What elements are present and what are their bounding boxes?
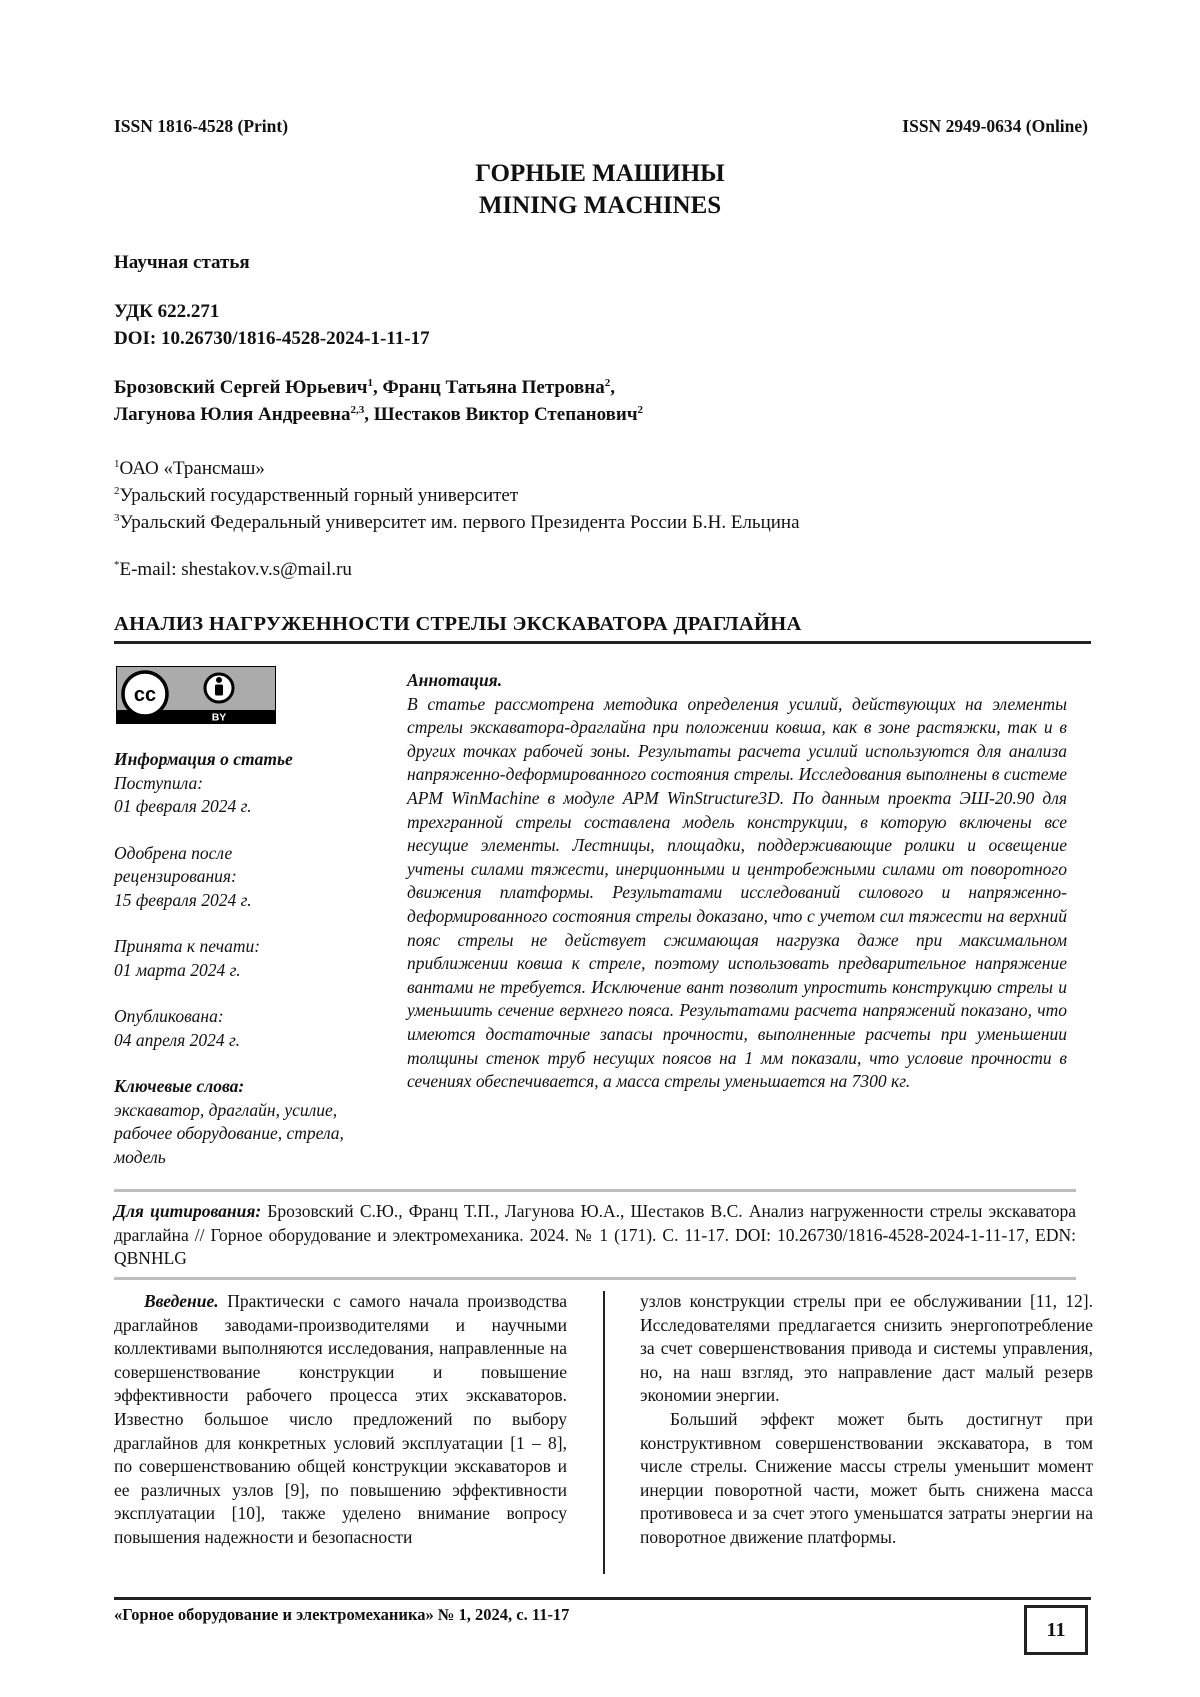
approved-label: Одобрена после — [114, 842, 233, 863]
accepted-label: Принята к печати: — [114, 936, 261, 956]
issn-print: ISSN 1816-4528 (Print) — [114, 116, 289, 136]
author-affil-sup: 2 — [604, 377, 611, 389]
keywords-heading: Ключевые слова: — [114, 1076, 245, 1096]
published-label: Опубликована: — [114, 1006, 224, 1026]
body-paragraph: узлов конструкции стрелы при ее обслуживании [11, 12]. Исследователями предлагается снизить энергопотребление за счет совершенствования привода и системы управления, но, на наш взгляд, это направление даст малый резерв экономии энергии. — [640, 1291, 1093, 1406]
title-divider — [114, 641, 1091, 644]
section-title-en: MINING MACHINES — [478, 192, 722, 219]
body-paragraph: Больший эффект может быть достигнут при конструктивном совершенствовании экскаватора, в том числе стрелы. Снижение массы стрелы уменьшит момент инерции поворотной части, может быть снижена масса противовеса и за счет этого уменьшатся затраты энергии на поворотное движение платформы. — [640, 1408, 1093, 1547]
affiliation-item: $^3$Уральский Федеральный университет им. первого Президента России Б.Н. Ельцина — [114, 512, 800, 533]
received-date: 01 февраля 2024 г. — [114, 796, 252, 816]
affiliation-item: $^2$Уральский государственный горный университет — [114, 485, 519, 506]
abstract-text: В статье рассмотрена методика определения усилий, действующих на элементы стрелы экскаватора-драглайна при положении ковша, как в зоне растяжки, так и в других точках рабочей зоны. Результаты расчета усилий используются для анализа напряженно-деформированного состояния стрелы. Исследования выполнены в системе APM WinMachine в модуле APM WinStructure3D. По данным проекта ЭШ-20.90 для трехгранной стрелы составлена модель конструкции, в которую включены все несущие элементы. Лестницы, площадки, поддерживающие ролики и освещение учтены силами тяжести, инерционными и центробежными силами от поворотного движения платформы. Результатами исследований силового и напряженно-деформированного состояния стрелы доказано, что с учетом сил тяжести на верхний пояс стрелы не действует сжимающая нагрузка даже при максимальном приближении ковша к стреле, поэтому использовать предварительное напряжение вантами не требуется. Исключение вант позволит упростить конструкцию стрелы и уменьшить сечение верхнего пояса. Результатами расчета напряжений показано, что имеются достаточные запасы прочности, выполненные расчеты при уменьшении толщины стенок труб несущих поясов на 1 мм показали, что условие прочности в сечениях обеспечивается, а масса стрелы уменьшается на 7300 кг. — [407, 693, 1067, 1092]
udc-code: УДК 622.271 — [114, 301, 220, 322]
author-name: Брозовский Сергей Юрьевич — [114, 377, 368, 398]
column-divider — [603, 1291, 605, 1574]
article-info-heading: Информация о статье — [114, 749, 293, 769]
abstract-heading: Аннотация. — [407, 670, 503, 690]
intro-heading: Введение. — [144, 1291, 219, 1311]
approved-label: рецензирования: — [114, 866, 237, 886]
section-title-ru: ГОРНЫЕ МАШИНЫ — [475, 160, 725, 187]
article-info — [114, 748, 389, 1169]
page-number: 11 — [1024, 1605, 1088, 1655]
license-label: BY — [211, 711, 227, 724]
author-list: Брозовский Сергей Юрьевич$^1$, Франц Татьяна Петровна$^2$, Лагунова Юлия Андреевна$^{2,3}$, Шестаков Виктор Степанович$^2$ — [114, 377, 644, 425]
citation-text: Брозовский С.Ю., Франц Т.П., Лагунова Ю.А., Шестаков В.С. Анализ нагруженности стрелы экскаватора драглайна // Горное оборудование и электромеханика. 2024. № 1 (171). С. 11-17. DOI: 10.26730/1816-4528-2024-1-11-17, EDN: QBNHLG — [114, 1201, 1077, 1268]
intro-text: Практически с самого начала производства драглайнов заводами-производителями и научными коллективами выполняются исследования, направленные на совершенствование конструкции и повышение эффективности рабочего процесса этих экскаваторов. Известно большое число предложений по выбору драглайнов для конкретных условий эксплуатации [1 – 8], по совершенствованию общей конструкции экскаваторов и ее различных узлов [9], по повышению эффективности эксплуатации [10], также уделено внимание вопросу повышения надежности и безопасности — [114, 1291, 567, 1547]
citation-box — [114, 1189, 1076, 1280]
published-date: 04 апреля 2024 г. — [114, 1029, 240, 1050]
svg-text:cc: cc — [133, 684, 157, 706]
cc-by-icon[interactable] — [116, 666, 276, 724]
doi: DOI: 10.26730/1816-4528-2024-1-11-17 — [114, 328, 430, 349]
author-affil-sup: 2,3 — [350, 404, 365, 416]
author-name: Лагунова Юлия Андреевна — [114, 404, 351, 425]
email-link[interactable]: E-mail: shestakov.v.s@mail.ru — [119, 559, 352, 580]
section-title — [0, 158, 1200, 222]
received-label: Поступила: — [114, 772, 204, 793]
affiliation-list — [114, 455, 800, 536]
author-affil-sup: 2 — [637, 404, 644, 416]
issn-online: ISSN 2949-0634 (Online) — [902, 116, 1088, 136]
keywords: экскаватор, драглайн, усилие, рабочее оборудование, стрела, модель — [114, 1099, 344, 1167]
footer-journal: «Горное оборудование и электромеханика» № 1, 2024, с. 11-17 — [114, 1605, 570, 1624]
body-column-left — [114, 1290, 567, 1550]
citation-label: Для цитирования: — [114, 1201, 262, 1221]
body-column-right — [640, 1290, 1093, 1550]
article-type: Научная статья — [114, 252, 250, 273]
abstract — [407, 669, 1067, 1094]
author-name: Франц Татьяна Петровна — [382, 377, 605, 398]
footer-divider — [114, 1597, 1091, 1600]
affiliation-item: $^1$ОАО «Трансмаш» — [114, 458, 265, 479]
contact-email: *E-mail: shestakov.v.s@mail.ru — [114, 559, 352, 580]
approved-date: 15 февраля 2024 г. — [114, 889, 252, 910]
accepted-date: 01 марта 2024 г. — [114, 959, 241, 980]
author-affil-sup: 1 — [367, 377, 374, 389]
article-title: АНАЛИЗ НАГРУЖЕННОСТИ СТРЕЛЫ ЭКСКАВАТОРА ДРАГЛАЙНА — [114, 613, 802, 635]
author-name: Шестаков Виктор Степанович — [373, 404, 638, 425]
